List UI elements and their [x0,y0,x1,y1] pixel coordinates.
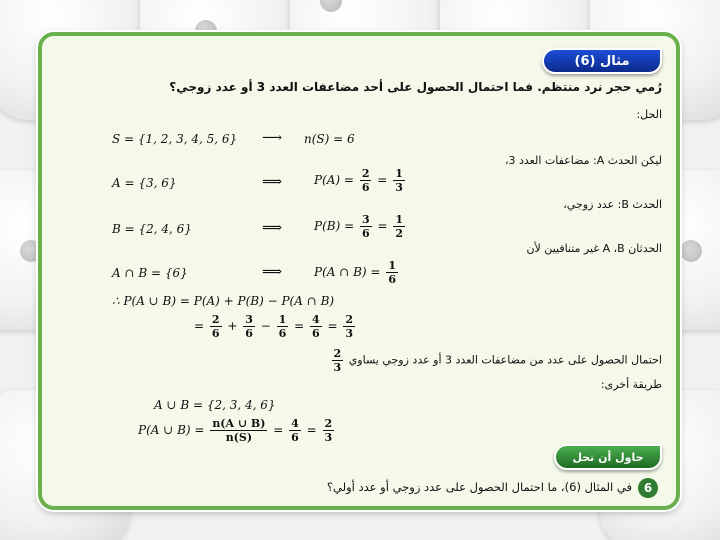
exercise-number: 6 [643,481,653,495]
numerator: n(A ∪ B) [212,417,266,430]
exercise-text: في المثال (6)، ما احتمال الحصول على عدد زوجي أو عدد أولي؟ [326,480,632,494]
equals-sign: = [327,319,338,333]
plus-sign: + [227,319,238,333]
numerator: 1 [278,313,287,326]
implies-arrow: ⟹ [262,174,283,190]
denominator: 6 [211,327,220,340]
equals-sign: = [294,319,305,333]
fraction [343,314,355,339]
prob-b [314,214,407,239]
minus-sign: − [260,319,271,333]
prob-a-lhs: P(A) = [314,173,354,187]
union-prob-lhs: P(A ∪ B) = [138,423,205,437]
equals-sign: = [377,173,388,187]
try-to-solve-badge [554,444,662,470]
denominator: 6 [312,327,320,340]
fraction [289,418,301,443]
numerator: 1 [395,213,403,226]
numerator: 3 [361,213,370,226]
fraction [393,168,405,193]
prob-b-lhs: P(B) = [314,219,355,233]
numerator: 2 [361,167,370,180]
example-title-badge [542,48,662,74]
denominator: 6 [361,227,370,240]
calculation [194,314,357,339]
equals-sign: = [273,423,284,437]
numerator: 3 [245,313,253,326]
sample-space-count: n(S) = 6 [304,132,355,146]
equals-sign: = [377,219,388,233]
fraction [360,168,372,193]
numerator: 2 [345,313,354,326]
example-title: مثال (6) [574,53,630,69]
conclusion [330,348,662,373]
equals-sign: = [194,319,205,333]
events-note: الحدثان A ،B غير متنافيين لأن [526,242,662,255]
numerator: 4 [291,417,299,430]
fraction [360,214,372,239]
denominator: 3 [324,431,333,444]
exercise-number-badge [638,478,658,498]
arrow-right: ⟶ [262,130,283,146]
numerator: 2 [211,313,220,326]
numerator: 1 [395,167,403,180]
intersection-set: A ∩ B = {6} [112,266,188,280]
denominator: 3 [333,361,342,374]
fraction [393,214,405,239]
denominator: 6 [291,431,299,444]
denominator: 3 [395,181,403,194]
numerator: 2 [324,417,333,430]
fraction [243,314,255,339]
fraction [323,418,335,443]
fraction [210,314,222,339]
prob-intersection-lhs: P(A ∩ B) = [314,265,381,279]
numerator: 1 [388,259,396,272]
fraction [277,314,289,339]
solution-label: الحل: [636,108,662,121]
question-text: رُمي حجر نرد منتظم. فما احتمال الحصول على أحد مضاعفات العدد 3 أو عدد زوجي؟ [169,80,662,94]
sample-space-set: S = {1, 2, 3, 4, 5, 6} [112,132,238,146]
prob-intersection [314,260,400,285]
event-a-set: A = {3, 6} [112,176,177,190]
event-b-text: الحدث B: عدد زوجي، [563,198,662,211]
denominator: 6 [388,273,396,286]
denominator: 6 [245,327,253,340]
implies-arrow: ⟹ [262,220,283,236]
union-set: A ∪ B = {2, 3, 4, 6} [154,398,276,412]
alternative-calculation [138,418,336,443]
denominator: 2 [395,227,403,240]
denominator: 6 [278,327,287,340]
event-b-set: B = {2, 4, 6} [112,222,192,236]
fraction [332,348,344,373]
conclusion-text: احتمال الحصول على عدد من مضاعفات العدد 3 أو عدد زوجي يساوي [348,353,662,367]
event-a-text: ليكن الحدث A: مضاعفات العدد 3، [504,154,662,167]
denominator: 3 [345,327,354,340]
denominator: 6 [361,181,370,194]
try-to-solve-label: حاول أن تحل [572,450,644,464]
fraction [310,314,322,339]
numerator: 2 [333,347,342,360]
addition-rule: ∴ P(A ∪ B) = P(A) + P(B) − P(A ∩ B) [112,294,335,308]
implies-arrow: ⟹ [262,264,283,280]
fraction [210,418,267,443]
another-way-label: طريقة أخرى: [600,378,662,391]
denominator: n(S) [225,431,253,444]
fraction [386,260,398,285]
example-card [38,32,680,510]
numerator: 4 [312,313,320,326]
equals-sign: = [306,423,317,437]
prob-a [314,168,407,193]
